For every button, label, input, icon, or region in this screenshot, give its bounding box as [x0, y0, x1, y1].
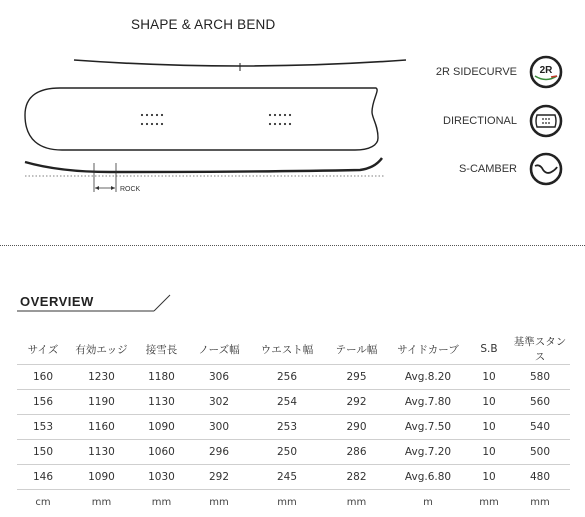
cell: 253 [249, 415, 325, 440]
cell: 286 [325, 440, 388, 465]
cell: 1030 [134, 465, 189, 490]
cell: 10 [468, 390, 510, 415]
cell: 1060 [134, 440, 189, 465]
table-row [17, 465, 570, 490]
cell: 306 [189, 365, 249, 390]
2r-icon-text: 2R [539, 65, 553, 76]
cell: 300 [189, 415, 249, 440]
header-effective-edge: 有効エッジ [69, 334, 134, 365]
cell: 580 [510, 365, 570, 390]
rock-label: ROCK [120, 186, 141, 193]
header-sidecurve: サイドカーブ [388, 334, 468, 365]
cell: 1090 [69, 465, 134, 490]
unit-cell: mm [479, 496, 499, 508]
cell: 10 [468, 440, 510, 465]
cell: 282 [325, 465, 388, 490]
cell: 254 [249, 390, 325, 415]
unit-cell: mm [530, 496, 550, 508]
unit-cell: mm [209, 496, 229, 508]
cell: 160 [17, 365, 69, 390]
cell: 480 [510, 465, 570, 490]
cell: Avg.7.50 [388, 415, 468, 440]
cell: 1190 [69, 390, 134, 415]
header-waist-width: ウエスト幅 [249, 334, 325, 365]
header-setback: S.B [468, 334, 510, 365]
cell: 156 [17, 390, 69, 415]
cell: 256 [249, 365, 325, 390]
s-camber-icon [529, 152, 563, 186]
overview-title: OVERVIEW [20, 294, 94, 309]
overview-underline [0, 285, 585, 325]
cell: 560 [510, 390, 570, 415]
cell: 290 [325, 415, 388, 440]
cell: 1160 [69, 415, 134, 440]
cell: 1230 [69, 365, 134, 390]
unit-cell: m [423, 496, 433, 508]
table-row [17, 390, 570, 415]
units-row [17, 490, 570, 515]
feature-label: DIRECTIONAL [443, 115, 517, 127]
unit-cell: mm [91, 496, 112, 508]
cell: 146 [17, 465, 69, 490]
cell: 245 [249, 465, 325, 490]
feature-directional [0, 101, 585, 141]
unit-cell: mm [346, 496, 367, 508]
cell: Avg.7.80 [388, 390, 468, 415]
unit-cell: mm [277, 496, 297, 508]
header-tail-width: テール幅 [325, 334, 388, 365]
cell: 1130 [69, 440, 134, 465]
cell: 540 [510, 415, 570, 440]
cell: Avg.6.80 [388, 465, 468, 490]
header-stance: 基準スタンス [510, 334, 570, 365]
feature-s-camber [0, 149, 585, 189]
cell: Avg.8.20 [388, 365, 468, 390]
unit-cell: mm [151, 496, 172, 508]
spec-table [17, 334, 570, 514]
header-size: サイズ [17, 334, 69, 365]
table-row [17, 440, 570, 465]
feature-label: 2R SIDECURVE [435, 66, 517, 78]
feature-2r-sidecurve [0, 52, 585, 92]
cell: Avg.7.20 [388, 440, 468, 465]
cell: 1090 [134, 415, 189, 440]
section-title: SHAPE & ARCH BEND [131, 17, 276, 32]
cell: 302 [189, 390, 249, 415]
cell: 250 [249, 440, 325, 465]
table-row [17, 365, 570, 390]
header-contact-length: 接雪長 [134, 334, 189, 365]
cell: 10 [468, 465, 510, 490]
directional-icon [529, 104, 563, 138]
cell: 10 [468, 415, 510, 440]
table-row [17, 415, 570, 440]
section-divider [0, 245, 585, 246]
cell: 10 [468, 365, 510, 390]
cell: 292 [189, 465, 249, 490]
cell: 1130 [134, 390, 189, 415]
cell: 292 [325, 390, 388, 415]
cell: 296 [189, 440, 249, 465]
header-nose-width: ノーズ幅 [189, 334, 249, 365]
feature-label: S-CAMBER [458, 163, 517, 175]
cell: 1180 [134, 365, 189, 390]
unit-cell: cm [35, 496, 51, 508]
cell: 153 [17, 415, 69, 440]
cell: 295 [325, 365, 388, 390]
spec-table-header [17, 334, 570, 365]
2r-sidecurve-icon [529, 55, 563, 89]
cell: 500 [510, 440, 570, 465]
cell: 150 [17, 440, 69, 465]
